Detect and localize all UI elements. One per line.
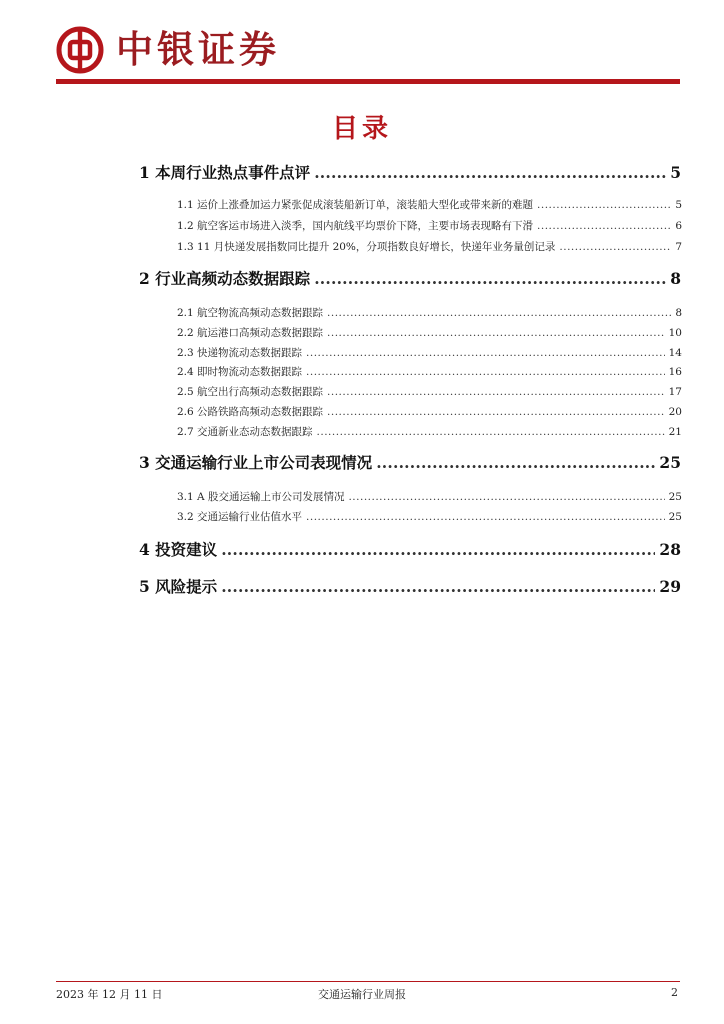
toc-entry-3-2[interactable] — [177, 509, 682, 524]
dot-leader — [327, 327, 665, 339]
toc-entry-2[interactable] — [139, 267, 681, 289]
dot-leader — [327, 307, 671, 319]
toc-entry-label: 3 交通运输行业上市公司表现情况 — [139, 453, 373, 472]
dot-leader — [221, 577, 655, 596]
toc-entry-page: 8 — [675, 307, 682, 319]
toc-entry-page: 6 — [675, 220, 682, 232]
toc-entry-label: 5 风险提示 — [139, 577, 218, 596]
toc-entry-4[interactable] — [139, 538, 681, 560]
brand-logo — [56, 26, 280, 74]
dot-leader — [376, 453, 655, 472]
toc-entry-label: 2.6 公路铁路高频动态数据跟踪 — [177, 406, 324, 418]
footer-divider — [56, 981, 680, 982]
toc-entry-label: 2.1 航空物流高频动态数据跟踪 — [177, 307, 324, 319]
toc-entry-5[interactable] — [139, 575, 681, 597]
toc-entry-label: 1 本周行业热点事件点评 — [139, 163, 311, 182]
toc-entry-page: 8 — [670, 269, 681, 288]
dot-leader — [327, 406, 665, 418]
toc-entry-label: 2.7 交通新业态动态数据跟踪 — [177, 426, 313, 438]
toc-entry-page: 25 — [668, 511, 682, 523]
dot-leader — [537, 220, 671, 232]
report-type: 交通运输行业周报 — [318, 988, 406, 1001]
report-date: 2023 年 12 月 11 日 — [56, 988, 163, 1001]
toc-entry-page: 7 — [675, 241, 682, 253]
toc-entry-label: 2.5 航空出行高频动态数据跟踪 — [177, 386, 324, 398]
toc-entry-label: 1.1 运价上涨叠加运力紧张促成滚装船新订单，滚装船大型化或带来新的难题 — [177, 199, 534, 211]
bank-of-china-logo-icon — [56, 26, 104, 74]
toc-entry-1-1[interactable] — [177, 197, 682, 212]
toc-entry-1-3[interactable] — [177, 239, 682, 254]
toc-title: 目录 — [331, 114, 392, 144]
toc-entry-2-3[interactable] — [177, 345, 682, 360]
toc-entry-2-5[interactable] — [177, 384, 682, 399]
dot-leader — [221, 540, 655, 559]
toc-entry-label: 2.3 快递物流动态数据跟踪 — [177, 347, 303, 359]
toc-entry-page: 17 — [668, 386, 682, 398]
toc-entry-1-2[interactable] — [177, 218, 682, 233]
dot-leader — [314, 163, 666, 182]
toc-entry-label: 1.2 航空客运市场进入淡季，国内航线平均票价下降，主要市场表现略有下滑 — [177, 220, 534, 232]
dot-leader — [306, 347, 665, 359]
dot-leader — [306, 366, 665, 378]
toc-entry-page: 5 — [670, 163, 681, 182]
brand-name: 中银证券 — [116, 28, 280, 71]
dot-leader — [537, 199, 671, 211]
toc-entry-label: 3.1 A 股交通运输上市公司发展情况 — [177, 491, 345, 503]
dot-leader — [306, 511, 665, 523]
toc-entry-page: 21 — [668, 426, 682, 438]
toc-entry-2-1[interactable] — [177, 305, 682, 320]
toc-entry-page: 14 — [668, 347, 682, 359]
toc-entry-page: 5 — [675, 199, 682, 211]
header-divider — [56, 79, 680, 84]
page-header — [0, 0, 724, 86]
toc-entry-page: 25 — [659, 453, 681, 472]
toc-entry-3[interactable] — [139, 451, 681, 473]
dot-leader — [559, 241, 671, 253]
toc-entry-label: 2 行业高频动态数据跟踪 — [139, 269, 311, 288]
dot-leader — [327, 386, 665, 398]
toc-entry-1[interactable] — [139, 161, 681, 183]
toc-entry-page: 20 — [668, 406, 682, 418]
toc-entry-2-2[interactable] — [177, 325, 682, 340]
toc-entry-label: 2.2 航运港口高频动态数据跟踪 — [177, 327, 324, 339]
toc-entry-label: 2.4 即时物流动态数据跟踪 — [177, 366, 303, 378]
toc-entry-2-6[interactable] — [177, 404, 682, 419]
toc-entry-label: 3.2 交通运输行业估值水平 — [177, 511, 303, 523]
toc-entry-label: 4 投资建议 — [139, 540, 218, 559]
page-number: 2 — [671, 986, 678, 999]
toc-entry-page: 25 — [668, 491, 682, 503]
toc-entry-page: 10 — [668, 327, 682, 339]
toc-entry-3-1[interactable] — [177, 489, 682, 504]
dot-leader — [314, 269, 666, 288]
toc-entry-label: 1.3 11 月快递发展指数同比提升 20%，分项指数良好增长，快递年业务量创记录 — [177, 241, 556, 253]
toc-entry-2-4[interactable] — [177, 364, 682, 379]
toc-entry-page: 29 — [659, 577, 681, 596]
dot-leader — [348, 491, 664, 503]
toc-entry-2-7[interactable] — [177, 424, 682, 439]
toc-entry-page: 28 — [659, 540, 681, 559]
toc-entry-page: 16 — [668, 366, 682, 378]
dot-leader — [317, 426, 665, 438]
